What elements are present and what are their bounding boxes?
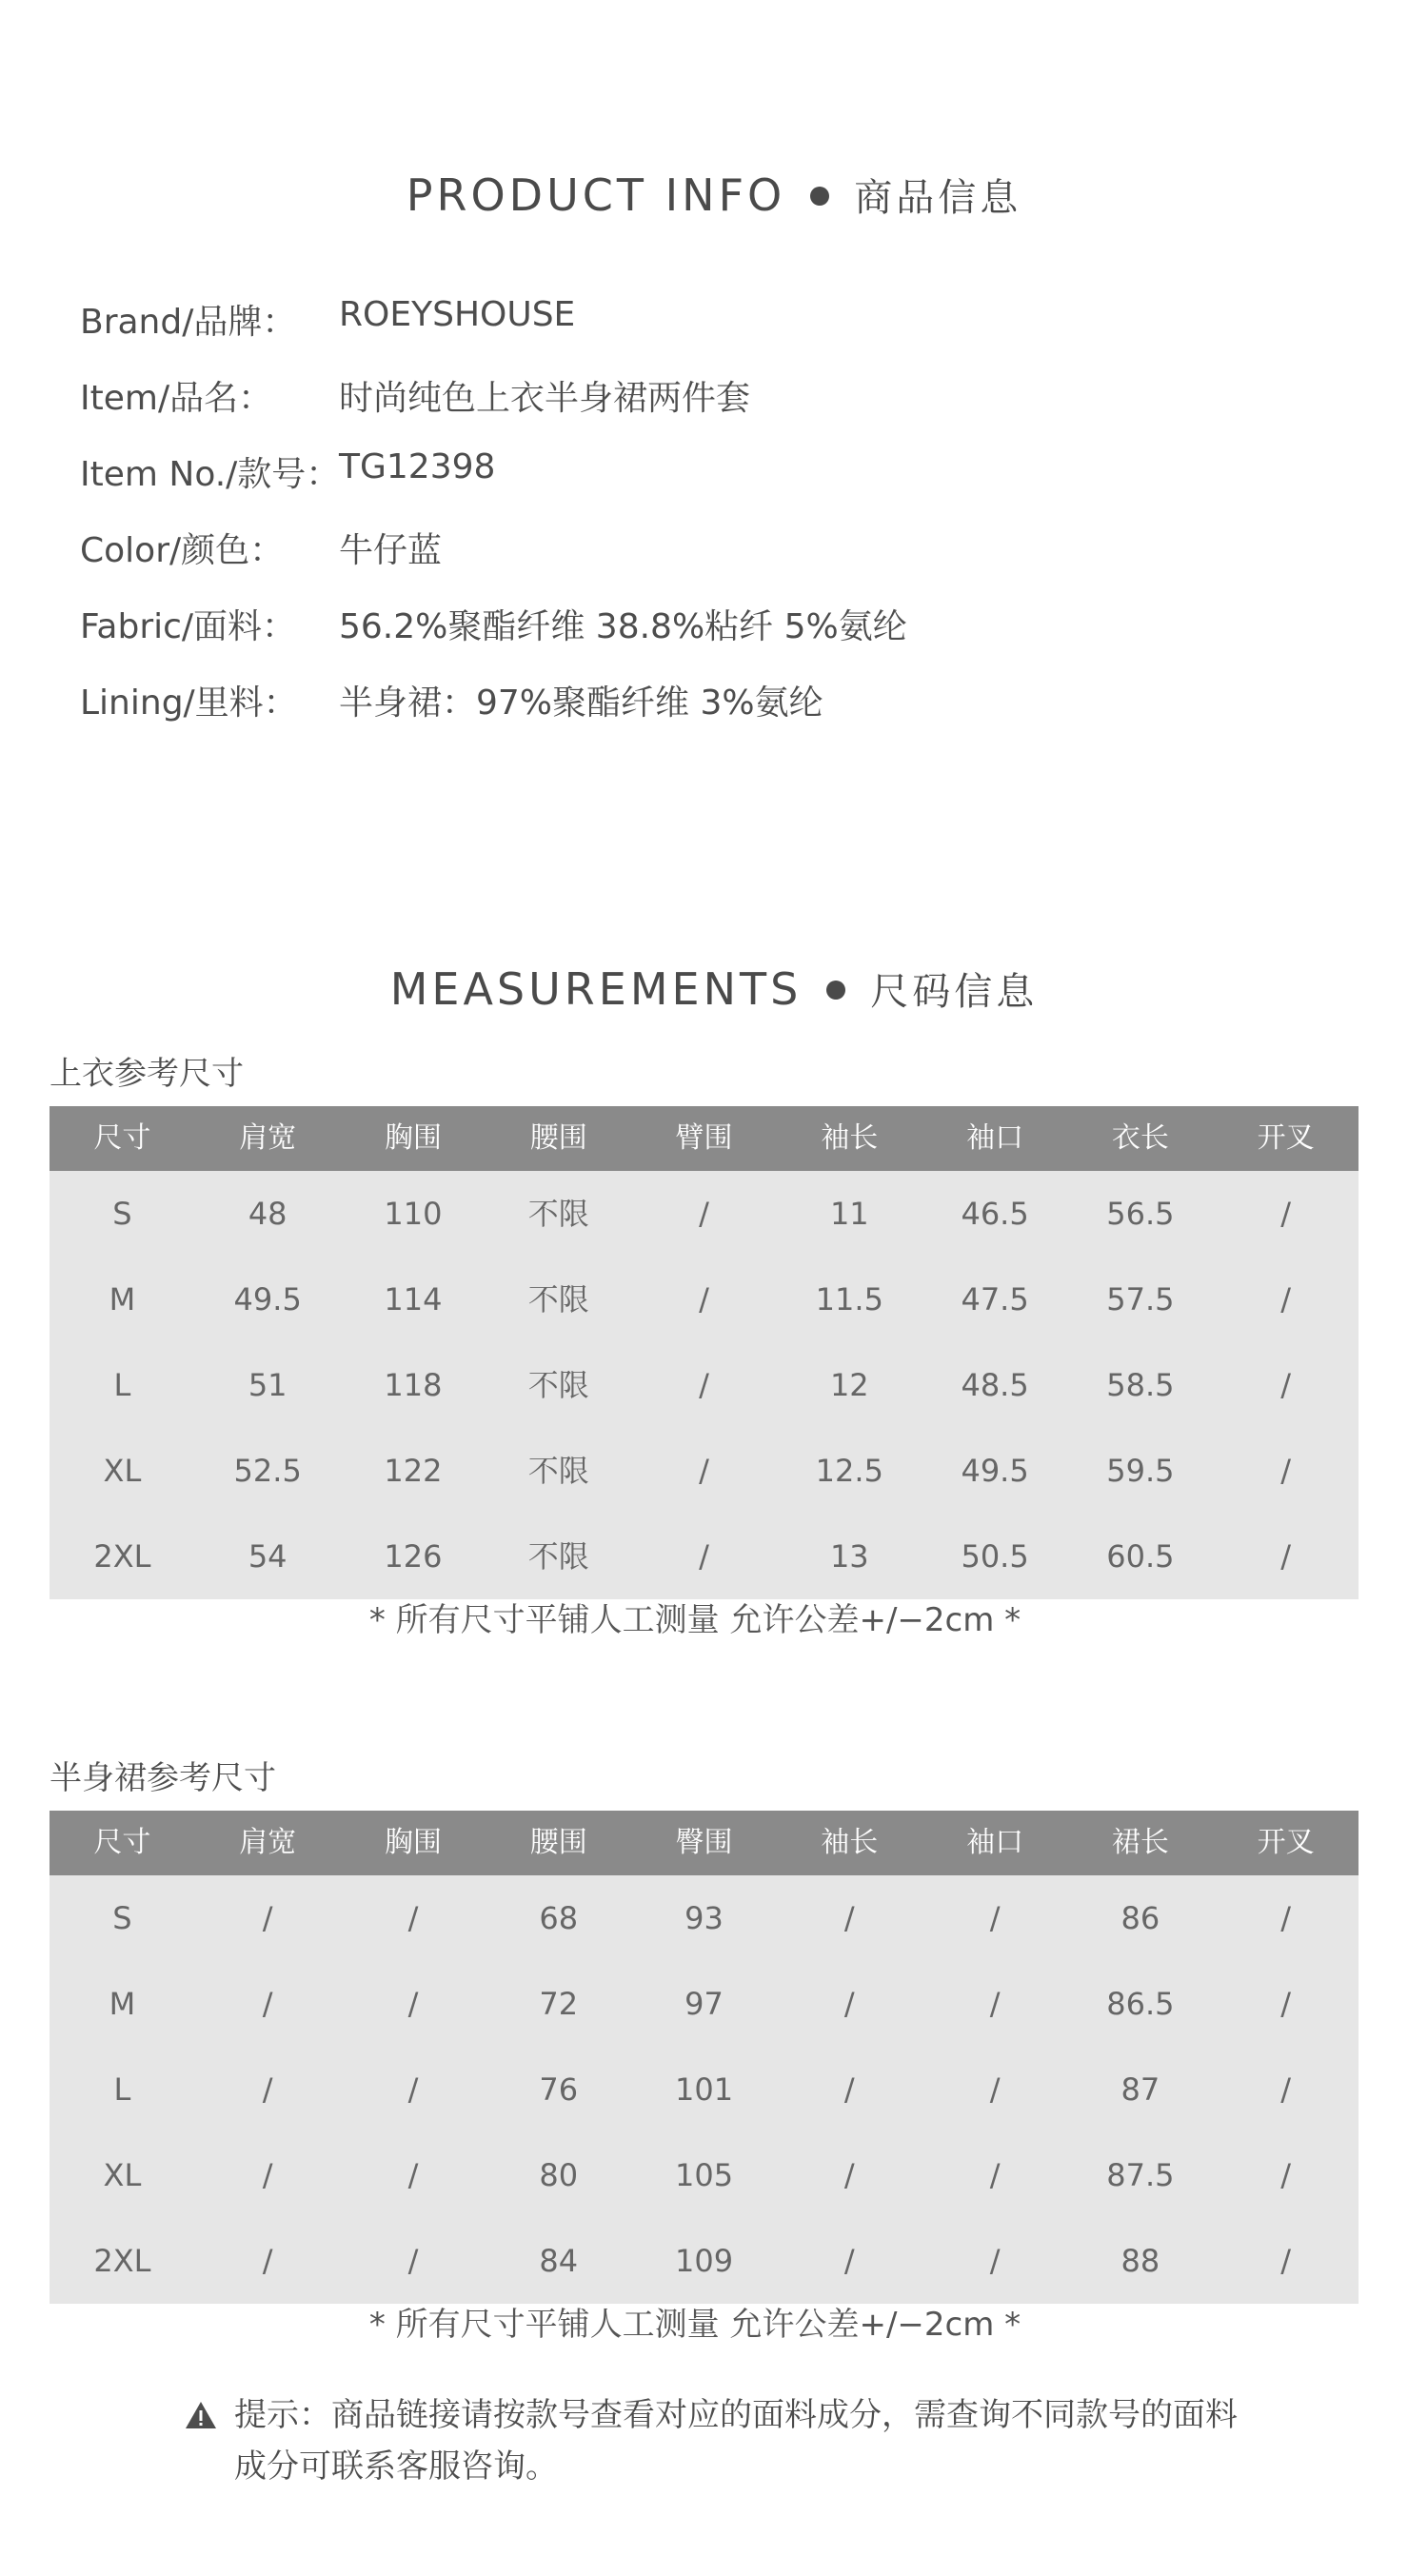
table-cell: L (113, 2071, 131, 2108)
table-cell: 87.5 (1106, 2157, 1175, 2193)
table-row (50, 1428, 1359, 1514)
table-cell: / (1280, 1453, 1292, 1489)
info-value: 时尚纯色上衣半身裙两件套 (339, 379, 751, 418)
skirt-table-note: * 所有尺寸平铺人工测量 允许公差+/−2cm * (368, 2306, 1021, 2344)
table-cell: L (113, 1367, 131, 1403)
table-cell: / (699, 1367, 709, 1403)
table-cell: M (109, 1986, 136, 2022)
table-cell: 49.5 (233, 1281, 302, 1318)
table-cell: 不限 (527, 1538, 589, 1575)
table-cell: / (1280, 1367, 1292, 1403)
table-header-cell: 肩宽 (239, 1826, 297, 1859)
table-cell: 2XL (93, 2243, 151, 2279)
info-label: Item No./款号： (80, 455, 341, 494)
table-cell: 76 (539, 2071, 579, 2108)
table-cell: / (843, 2243, 855, 2279)
table-cell: 50.5 (961, 1538, 1029, 1575)
info-value: ROEYSHOUSE (339, 295, 576, 334)
table-cell: 72 (539, 1986, 579, 2022)
table-cell: 11.5 (815, 1281, 883, 1318)
title-dot-icon (826, 981, 845, 1000)
table-header-cell: 胸围 (384, 1121, 442, 1155)
table-header-cell: 臂围 (675, 1121, 733, 1155)
table-header-cell: 腰围 (529, 1826, 587, 1859)
table-cell: 57.5 (1106, 1281, 1175, 1318)
info-value: 牛仔蓝 (339, 531, 443, 570)
table-cell: 52.5 (233, 1453, 302, 1489)
table-cell: S (112, 1900, 132, 1936)
table-cell: 97 (684, 1986, 724, 2022)
table-cell: 122 (384, 1453, 443, 1489)
table-row (50, 1257, 1359, 1342)
table-cell: / (1280, 1538, 1292, 1575)
table-cell: 不限 (527, 1281, 589, 1318)
table-cell: 88 (1121, 2243, 1160, 2279)
table-header-cell: 袖长 (821, 1121, 879, 1155)
table-cell: 11 (829, 1196, 869, 1232)
table-cell: / (1280, 2243, 1292, 2279)
table-cell: 54 (248, 1538, 288, 1575)
top-table-note: * 所有尺寸平铺人工测量 允许公差+/−2cm * (368, 1601, 1021, 1639)
table-cell: XL (103, 2157, 142, 2193)
product-info-title-en: PRODUCT INFO (406, 169, 786, 221)
table-row (50, 2218, 1359, 2304)
table-cell: / (407, 1900, 419, 1936)
table-header-cell: 肩宽 (239, 1121, 297, 1155)
table-header-cell: 尺寸 (93, 1826, 151, 1859)
table-cell: / (843, 1900, 855, 1936)
table-cell: / (699, 1196, 709, 1232)
table-cell: 93 (684, 1900, 724, 1936)
info-value: 半身裙：97%聚酯纤维 3%氨纶 (339, 684, 823, 723)
table-cell: 2XL (93, 1538, 151, 1575)
table-row (50, 1875, 1359, 1961)
tip-text: 提示：商品链接请按款号查看对应的面料成分，需查询不同款号的面料成分可联系客服咨询。 (234, 2396, 1238, 2486)
table-header-row (50, 1811, 1359, 1875)
info-label: Fabric/面料： (80, 607, 297, 646)
product-info-title-cn: 商品信息 (854, 176, 1022, 220)
table-cell: 58.5 (1106, 1367, 1175, 1403)
table-cell: 不限 (527, 1196, 589, 1232)
table-header-cell: 袖口 (966, 1826, 1024, 1859)
table-cell: 86 (1121, 1900, 1160, 1936)
table-cell: / (262, 2157, 273, 2193)
table-cell: 86.5 (1106, 1986, 1175, 2022)
table-header-cell: 臀围 (675, 1826, 733, 1859)
table-cell: / (262, 2243, 273, 2279)
table-cell: M (109, 1281, 136, 1318)
table-cell: / (1280, 1196, 1292, 1232)
table-header-cell: 尺寸 (93, 1121, 151, 1155)
title-dot-icon (810, 187, 829, 206)
table-cell: 46.5 (961, 1196, 1029, 1232)
table-cell: 48.5 (961, 1367, 1029, 1403)
table-cell: 114 (384, 1281, 443, 1318)
table-cell: / (262, 1986, 273, 2022)
table-cell: 51 (248, 1367, 288, 1403)
table-cell: S (112, 1196, 132, 1232)
table-row (50, 1514, 1359, 1599)
tip-notice (185, 2389, 1251, 2492)
table-header-cell: 开叉 (1257, 1121, 1315, 1155)
table-cell: / (989, 2071, 1001, 2108)
table-row (50, 2047, 1359, 2132)
table-row (50, 1961, 1359, 2047)
table-cell: 68 (539, 1900, 579, 1936)
table-cell: 126 (384, 1538, 443, 1575)
table-row (50, 1342, 1359, 1428)
table-cell: 49.5 (961, 1453, 1029, 1489)
table-cell: 13 (829, 1538, 869, 1575)
table-cell: / (843, 1986, 855, 2022)
table-cell: / (1280, 1900, 1292, 1936)
info-label: Lining/里料： (80, 684, 298, 723)
table-cell: 47.5 (961, 1281, 1029, 1318)
product-info-title (0, 168, 1428, 222)
table-cell: / (407, 2157, 419, 2193)
table-cell: 118 (384, 1367, 443, 1403)
table-cell: 不限 (527, 1453, 589, 1489)
table-cell: 12 (829, 1367, 869, 1403)
table-header-row (50, 1106, 1359, 1171)
top-size-table (50, 1106, 1359, 1599)
skirt-size-table (50, 1811, 1359, 2304)
measurements-title (0, 961, 1428, 1016)
table-cell: / (262, 2071, 273, 2108)
table-cell: / (699, 1281, 709, 1318)
table-cell: 101 (674, 2071, 734, 2108)
table-cell: / (843, 2071, 855, 2108)
table-cell: 12.5 (815, 1453, 883, 1489)
table-cell: 48 (248, 1196, 288, 1232)
table-header-cell: 胸围 (384, 1826, 442, 1859)
table-cell: / (407, 2243, 419, 2279)
table-header-cell: 腰围 (529, 1121, 587, 1155)
info-label: Item/品名： (80, 379, 273, 418)
table-cell: / (1280, 2157, 1292, 2193)
info-value: TG12398 (339, 447, 496, 486)
top-table-caption: 上衣参考尺寸 (50, 1055, 244, 1093)
table-cell: 105 (674, 2157, 734, 2193)
skirt-table-caption: 半身裙参考尺寸 (50, 1759, 276, 1797)
table-cell: / (1280, 2071, 1292, 2108)
table-cell: 87 (1121, 2071, 1160, 2108)
warning-icon (185, 2401, 217, 2429)
table-cell: 56.5 (1106, 1196, 1175, 1232)
table-cell: 60.5 (1106, 1538, 1175, 1575)
table-cell: / (1280, 1281, 1292, 1318)
table-cell: 不限 (527, 1367, 589, 1403)
measurements-title-en: MEASUREMENTS (389, 963, 803, 1015)
table-header-cell: 袖长 (821, 1826, 879, 1859)
table-header-cell: 衣长 (1111, 1121, 1169, 1155)
table-header-cell: 裙长 (1111, 1826, 1169, 1859)
table-cell: / (407, 1986, 419, 2022)
table-cell: XL (103, 1453, 142, 1489)
table-cell: 80 (539, 2157, 579, 2193)
table-cell: / (262, 1900, 273, 1936)
table-cell: / (843, 2157, 855, 2193)
measurements-title-cn: 尺码信息 (870, 970, 1039, 1014)
table-cell: / (989, 1900, 1001, 1936)
table-row (50, 1171, 1359, 1257)
table-cell: / (989, 1986, 1001, 2022)
table-cell: / (989, 2243, 1001, 2279)
info-label: Brand/品牌： (80, 303, 297, 342)
table-cell: 109 (674, 2243, 734, 2279)
table-row (50, 2132, 1359, 2218)
table-cell: / (989, 2157, 1001, 2193)
table-cell: / (407, 2071, 419, 2108)
table-cell: 110 (384, 1196, 443, 1232)
table-cell: / (1280, 1986, 1292, 2022)
info-label: Color/颜色： (80, 531, 285, 570)
table-header-cell: 开叉 (1257, 1826, 1315, 1859)
table-cell: 84 (539, 2243, 579, 2279)
table-cell: / (699, 1538, 709, 1575)
table-header-cell: 袖口 (966, 1121, 1024, 1155)
table-cell: / (699, 1453, 709, 1489)
info-value: 56.2%聚酯纤维 38.8%粘纤 5%氨纶 (339, 607, 907, 646)
table-cell: 59.5 (1106, 1453, 1175, 1489)
